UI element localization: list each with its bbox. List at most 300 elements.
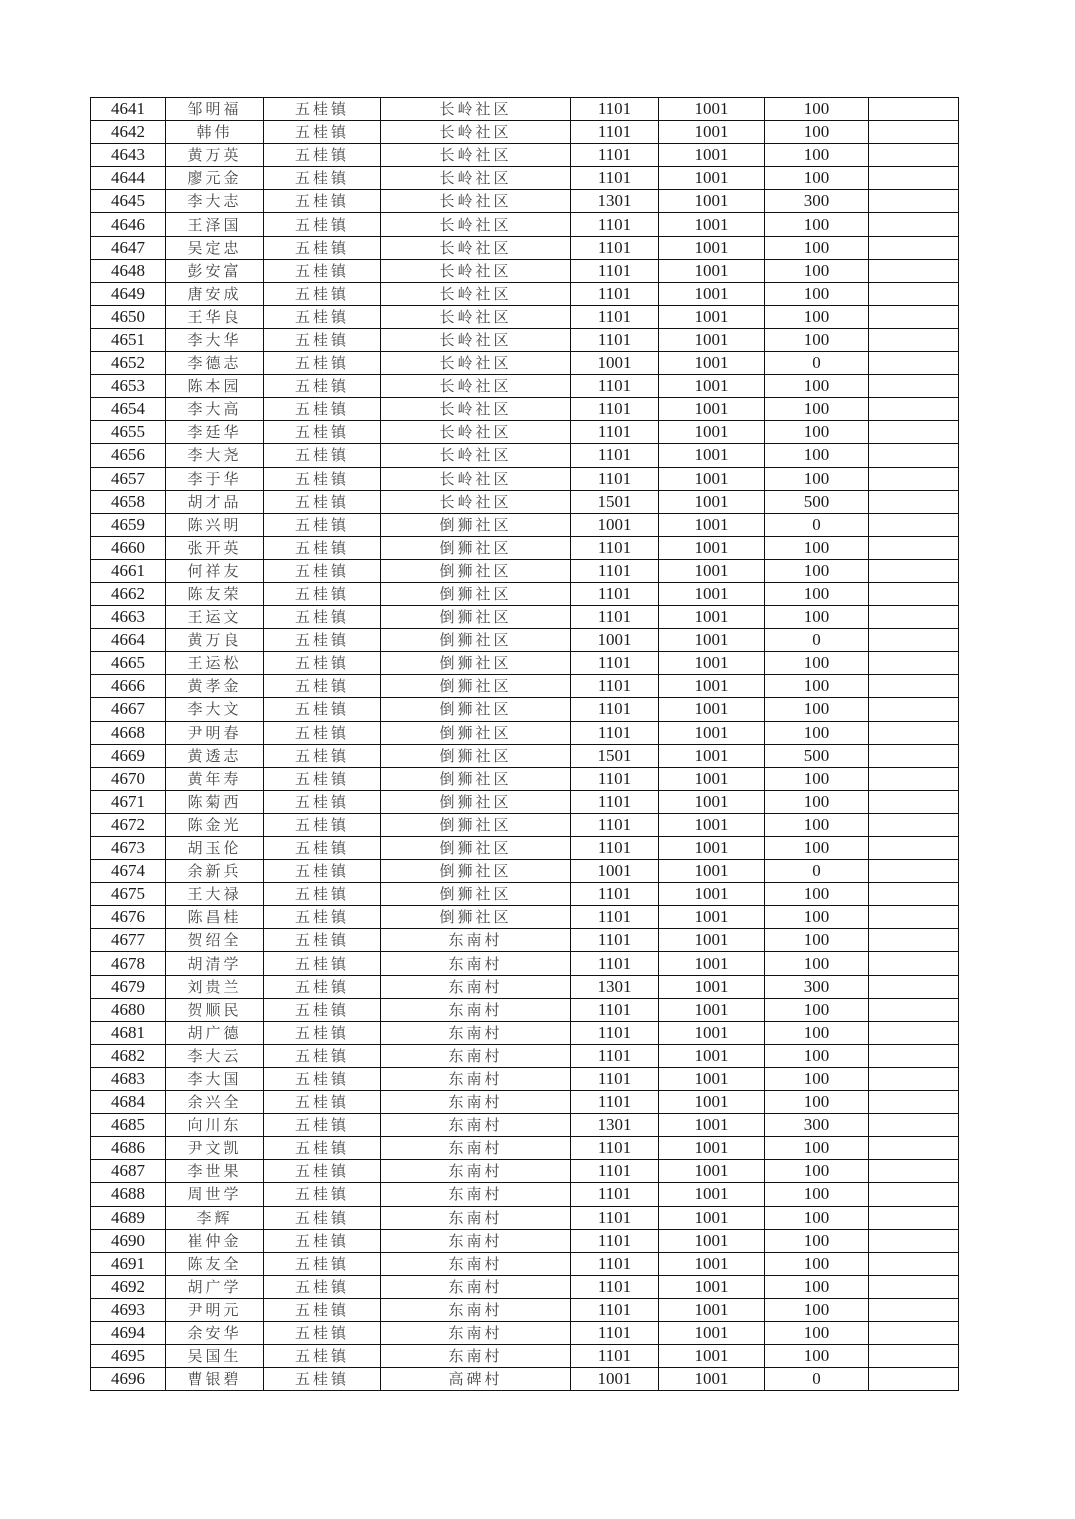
- cell-code-b: 1001: [659, 398, 765, 421]
- table-row: [91, 582, 959, 605]
- cell-code-b: 1001: [659, 1321, 765, 1344]
- cell-note: [869, 352, 959, 375]
- cell-code-a: 1101: [571, 767, 659, 790]
- cell-code-b: 1001: [659, 582, 765, 605]
- cell-town: 五桂镇: [264, 352, 381, 375]
- cell-code-b: 1001: [659, 1183, 765, 1206]
- cell-community: 倒狮社区: [381, 606, 571, 629]
- cell-id: 4677: [91, 929, 166, 952]
- cell-amount: 0: [765, 1368, 869, 1391]
- cell-name: 陈菊西: [166, 790, 264, 813]
- cell-community: 倒狮社区: [381, 513, 571, 536]
- cell-note: [869, 698, 959, 721]
- cell-amount: 500: [765, 744, 869, 767]
- cell-amount: 100: [765, 1183, 869, 1206]
- cell-community: 倒狮社区: [381, 767, 571, 790]
- table-row: [91, 352, 959, 375]
- cell-code-b: 1001: [659, 513, 765, 536]
- cell-amount: 100: [765, 1229, 869, 1252]
- cell-name: 尹明元: [166, 1298, 264, 1321]
- cell-amount: 100: [765, 698, 869, 721]
- cell-name: 李于华: [166, 467, 264, 490]
- cell-code-a: 1101: [571, 375, 659, 398]
- cell-name: 黄孝金: [166, 675, 264, 698]
- cell-id: 4653: [91, 375, 166, 398]
- cell-id: 4687: [91, 1160, 166, 1183]
- cell-code-a: 1101: [571, 1252, 659, 1275]
- cell-code-a: 1101: [571, 167, 659, 190]
- cell-name: 吴定忠: [166, 236, 264, 259]
- cell-note: [869, 606, 959, 629]
- cell-code-b: 1001: [659, 1137, 765, 1160]
- cell-code-b: 1001: [659, 975, 765, 998]
- cell-name: 贺顺民: [166, 998, 264, 1021]
- cell-id: 4647: [91, 236, 166, 259]
- cell-town: 五桂镇: [264, 467, 381, 490]
- cell-amount: 300: [765, 190, 869, 213]
- table-row: [91, 952, 959, 975]
- cell-note: [869, 513, 959, 536]
- cell-code-b: 1001: [659, 790, 765, 813]
- cell-note: [869, 1345, 959, 1368]
- cell-community: 东南村: [381, 975, 571, 998]
- cell-town: 五桂镇: [264, 375, 381, 398]
- cell-code-a: 1101: [571, 1275, 659, 1298]
- cell-code-a: 1001: [571, 352, 659, 375]
- table-row: [91, 906, 959, 929]
- cell-name: 尹明春: [166, 721, 264, 744]
- cell-town: 五桂镇: [264, 190, 381, 213]
- cell-name: 何祥友: [166, 559, 264, 582]
- table-row: [91, 698, 959, 721]
- cell-code-a: 1101: [571, 906, 659, 929]
- cell-note: [869, 629, 959, 652]
- table-row: [91, 421, 959, 444]
- cell-note: [869, 1252, 959, 1275]
- cell-town: 五桂镇: [264, 1345, 381, 1368]
- cell-name: 胡广德: [166, 1021, 264, 1044]
- cell-name: 崔仲金: [166, 1229, 264, 1252]
- table-row: [91, 1368, 959, 1391]
- cell-name: 李大华: [166, 328, 264, 351]
- cell-id: 4686: [91, 1137, 166, 1160]
- cell-code-a: 1101: [571, 952, 659, 975]
- cell-community: 长岭社区: [381, 375, 571, 398]
- cell-code-b: 1001: [659, 559, 765, 582]
- cell-community: 东南村: [381, 998, 571, 1021]
- cell-town: 五桂镇: [264, 536, 381, 559]
- cell-amount: 100: [765, 1298, 869, 1321]
- cell-id: 4664: [91, 629, 166, 652]
- cell-community: 东南村: [381, 1229, 571, 1252]
- cell-code-a: 1001: [571, 513, 659, 536]
- cell-community: 长岭社区: [381, 98, 571, 121]
- cell-name: 陈友全: [166, 1252, 264, 1275]
- cell-code-b: 1001: [659, 1368, 765, 1391]
- table-row: [91, 1114, 959, 1137]
- table-row: [91, 721, 959, 744]
- cell-id: 4680: [91, 998, 166, 1021]
- cell-name: 陈金光: [166, 813, 264, 836]
- cell-town: 五桂镇: [264, 259, 381, 282]
- cell-id: 4669: [91, 744, 166, 767]
- cell-town: 五桂镇: [264, 98, 381, 121]
- cell-amount: 100: [765, 421, 869, 444]
- cell-amount: 100: [765, 675, 869, 698]
- cell-note: [869, 1044, 959, 1067]
- cell-note: [869, 1368, 959, 1391]
- cell-id: 4695: [91, 1345, 166, 1368]
- cell-town: 五桂镇: [264, 490, 381, 513]
- cell-town: 五桂镇: [264, 305, 381, 328]
- cell-code-a: 1101: [571, 121, 659, 144]
- cell-note: [869, 652, 959, 675]
- cell-code-a: 1101: [571, 467, 659, 490]
- cell-community: 长岭社区: [381, 213, 571, 236]
- cell-id: 4696: [91, 1368, 166, 1391]
- cell-code-a: 1101: [571, 1137, 659, 1160]
- cell-community: 东南村: [381, 1252, 571, 1275]
- cell-community: 倒狮社区: [381, 883, 571, 906]
- cell-code-a: 1101: [571, 144, 659, 167]
- cell-amount: 100: [765, 813, 869, 836]
- cell-id: 4682: [91, 1044, 166, 1067]
- cell-code-a: 1101: [571, 1321, 659, 1344]
- table-row: [91, 190, 959, 213]
- cell-community: 东南村: [381, 1298, 571, 1321]
- table-row: [91, 328, 959, 351]
- cell-code-b: 1001: [659, 998, 765, 1021]
- cell-amount: 100: [765, 144, 869, 167]
- cell-code-b: 1001: [659, 721, 765, 744]
- cell-code-b: 1001: [659, 860, 765, 883]
- cell-code-a: 1101: [571, 606, 659, 629]
- cell-code-a: 1101: [571, 1229, 659, 1252]
- cell-code-a: 1001: [571, 860, 659, 883]
- cell-id: 4693: [91, 1298, 166, 1321]
- cell-town: 五桂镇: [264, 444, 381, 467]
- cell-name: 胡广学: [166, 1275, 264, 1298]
- cell-name: 唐安成: [166, 282, 264, 305]
- cell-code-b: 1001: [659, 1345, 765, 1368]
- table-row: [91, 975, 959, 998]
- cell-code-b: 1001: [659, 236, 765, 259]
- cell-code-b: 1001: [659, 467, 765, 490]
- cell-community: 东南村: [381, 929, 571, 952]
- cell-id: 4676: [91, 906, 166, 929]
- cell-note: [869, 421, 959, 444]
- cell-town: 五桂镇: [264, 652, 381, 675]
- cell-id: 4685: [91, 1114, 166, 1137]
- cell-note: [869, 1021, 959, 1044]
- cell-code-a: 1101: [571, 790, 659, 813]
- cell-code-a: 1101: [571, 837, 659, 860]
- table-row: [91, 1275, 959, 1298]
- cell-community: 长岭社区: [381, 144, 571, 167]
- cell-amount: 0: [765, 513, 869, 536]
- cell-code-b: 1001: [659, 629, 765, 652]
- cell-code-a: 1101: [571, 582, 659, 605]
- cell-amount: 100: [765, 952, 869, 975]
- cell-id: 4658: [91, 490, 166, 513]
- cell-note: [869, 98, 959, 121]
- cell-community: 长岭社区: [381, 190, 571, 213]
- cell-community: 东南村: [381, 1044, 571, 1067]
- table-row: [91, 790, 959, 813]
- cell-name: 余安华: [166, 1321, 264, 1344]
- cell-code-a: 1101: [571, 559, 659, 582]
- cell-community: 东南村: [381, 1345, 571, 1368]
- table-row: [91, 236, 959, 259]
- cell-community: 长岭社区: [381, 490, 571, 513]
- cell-town: 五桂镇: [264, 282, 381, 305]
- cell-town: 五桂镇: [264, 813, 381, 836]
- table-row: [91, 490, 959, 513]
- cell-name: 胡清学: [166, 952, 264, 975]
- cell-amount: 100: [765, 213, 869, 236]
- cell-code-a: 1101: [571, 1067, 659, 1090]
- cell-id: 4657: [91, 467, 166, 490]
- cell-town: 五桂镇: [264, 328, 381, 351]
- cell-code-a: 1101: [571, 398, 659, 421]
- cell-note: [869, 305, 959, 328]
- cell-name: 廖元金: [166, 167, 264, 190]
- table-row: [91, 144, 959, 167]
- cell-note: [869, 490, 959, 513]
- cell-town: 五桂镇: [264, 1275, 381, 1298]
- cell-code-b: 1001: [659, 767, 765, 790]
- cell-town: 五桂镇: [264, 167, 381, 190]
- cell-note: [869, 1275, 959, 1298]
- cell-note: [869, 467, 959, 490]
- cell-id: 4655: [91, 421, 166, 444]
- cell-note: [869, 328, 959, 351]
- cell-code-b: 1001: [659, 305, 765, 328]
- cell-name: 李大尧: [166, 444, 264, 467]
- cell-id: 4681: [91, 1021, 166, 1044]
- cell-note: [869, 190, 959, 213]
- cell-town: 五桂镇: [264, 1229, 381, 1252]
- cell-id: 4665: [91, 652, 166, 675]
- cell-community: 东南村: [381, 1114, 571, 1137]
- cell-amount: 100: [765, 236, 869, 259]
- cell-amount: 100: [765, 305, 869, 328]
- cell-code-b: 1001: [659, 837, 765, 860]
- cell-code-a: 1101: [571, 305, 659, 328]
- cell-town: 五桂镇: [264, 906, 381, 929]
- table-row: [91, 167, 959, 190]
- table-row: [91, 1137, 959, 1160]
- cell-community: 倒狮社区: [381, 790, 571, 813]
- cell-amount: 100: [765, 582, 869, 605]
- cell-town: 五桂镇: [264, 1137, 381, 1160]
- cell-town: 五桂镇: [264, 582, 381, 605]
- table-row: [91, 1021, 959, 1044]
- cell-id: 4659: [91, 513, 166, 536]
- cell-community: 长岭社区: [381, 444, 571, 467]
- table-row: [91, 1345, 959, 1368]
- cell-id: 4641: [91, 98, 166, 121]
- cell-community: 倒狮社区: [381, 860, 571, 883]
- cell-community: 倒狮社区: [381, 813, 571, 836]
- table-row: [91, 513, 959, 536]
- table-row: [91, 883, 959, 906]
- cell-community: 东南村: [381, 1137, 571, 1160]
- cell-id: 4694: [91, 1321, 166, 1344]
- cell-community: 东南村: [381, 1275, 571, 1298]
- cell-note: [869, 1183, 959, 1206]
- cell-community: 东南村: [381, 1321, 571, 1344]
- cell-id: 4673: [91, 837, 166, 860]
- cell-amount: 100: [765, 328, 869, 351]
- cell-note: [869, 883, 959, 906]
- cell-name: 王大禄: [166, 883, 264, 906]
- cell-community: 倒狮社区: [381, 629, 571, 652]
- cell-code-b: 1001: [659, 883, 765, 906]
- cell-name: 李德志: [166, 352, 264, 375]
- cell-code-a: 1101: [571, 1021, 659, 1044]
- cell-town: 五桂镇: [264, 860, 381, 883]
- cell-town: 五桂镇: [264, 767, 381, 790]
- cell-town: 五桂镇: [264, 421, 381, 444]
- cell-community: 东南村: [381, 1091, 571, 1114]
- table-row: [91, 121, 959, 144]
- cell-id: 4672: [91, 813, 166, 836]
- cell-town: 五桂镇: [264, 998, 381, 1021]
- cell-town: 五桂镇: [264, 837, 381, 860]
- cell-community: 东南村: [381, 1067, 571, 1090]
- table-body: [91, 98, 959, 1391]
- cell-code-a: 1301: [571, 1114, 659, 1137]
- cell-name: 余新兵: [166, 860, 264, 883]
- cell-note: [869, 1091, 959, 1114]
- cell-amount: 100: [765, 259, 869, 282]
- cell-id: 4679: [91, 975, 166, 998]
- cell-code-a: 1301: [571, 975, 659, 998]
- cell-town: 五桂镇: [264, 213, 381, 236]
- cell-amount: 100: [765, 1252, 869, 1275]
- cell-id: 4690: [91, 1229, 166, 1252]
- cell-note: [869, 952, 959, 975]
- cell-id: 4649: [91, 282, 166, 305]
- cell-town: 五桂镇: [264, 1067, 381, 1090]
- table-row: [91, 1206, 959, 1229]
- cell-code-b: 1001: [659, 536, 765, 559]
- cell-community: 长岭社区: [381, 282, 571, 305]
- cell-town: 五桂镇: [264, 1252, 381, 1275]
- cell-code-a: 1101: [571, 282, 659, 305]
- cell-code-a: 1001: [571, 629, 659, 652]
- cell-name: 尹文凯: [166, 1137, 264, 1160]
- cell-amount: 300: [765, 975, 869, 998]
- document-page: [90, 97, 959, 1391]
- cell-id: 4650: [91, 305, 166, 328]
- table-row: [91, 929, 959, 952]
- cell-id: 4652: [91, 352, 166, 375]
- cell-code-b: 1001: [659, 1298, 765, 1321]
- cell-code-b: 1001: [659, 98, 765, 121]
- cell-id: 4645: [91, 190, 166, 213]
- cell-amount: 100: [765, 1137, 869, 1160]
- cell-community: 倒狮社区: [381, 721, 571, 744]
- cell-id: 4646: [91, 213, 166, 236]
- cell-code-b: 1001: [659, 606, 765, 629]
- cell-name: 黄年寿: [166, 767, 264, 790]
- cell-note: [869, 144, 959, 167]
- cell-amount: 0: [765, 352, 869, 375]
- cell-id: 4666: [91, 675, 166, 698]
- cell-community: 长岭社区: [381, 421, 571, 444]
- cell-code-a: 1101: [571, 1044, 659, 1067]
- table-row: [91, 375, 959, 398]
- cell-code-a: 1101: [571, 536, 659, 559]
- cell-community: 东南村: [381, 1183, 571, 1206]
- cell-id: 4667: [91, 698, 166, 721]
- table-row: [91, 652, 959, 675]
- table-row: [91, 559, 959, 582]
- cell-note: [869, 1137, 959, 1160]
- cell-name: 吴国生: [166, 1345, 264, 1368]
- cell-id: 4642: [91, 121, 166, 144]
- cell-name: 曹银碧: [166, 1368, 264, 1391]
- cell-code-b: 1001: [659, 952, 765, 975]
- cell-community: 东南村: [381, 1160, 571, 1183]
- cell-note: [869, 121, 959, 144]
- cell-amount: 100: [765, 167, 869, 190]
- table-row: [91, 467, 959, 490]
- cell-id: 4683: [91, 1067, 166, 1090]
- cell-code-b: 1001: [659, 190, 765, 213]
- cell-town: 五桂镇: [264, 1368, 381, 1391]
- cell-community: 长岭社区: [381, 167, 571, 190]
- cell-community: 东南村: [381, 1021, 571, 1044]
- cell-community: 倒狮社区: [381, 582, 571, 605]
- cell-note: [869, 559, 959, 582]
- cell-id: 4684: [91, 1091, 166, 1114]
- table-row: [91, 398, 959, 421]
- cell-name: 黄万良: [166, 629, 264, 652]
- cell-amount: 100: [765, 929, 869, 952]
- cell-name: 向川东: [166, 1114, 264, 1137]
- cell-town: 五桂镇: [264, 1206, 381, 1229]
- cell-code-a: 1101: [571, 236, 659, 259]
- cell-town: 五桂镇: [264, 744, 381, 767]
- cell-note: [869, 1160, 959, 1183]
- cell-code-a: 1501: [571, 744, 659, 767]
- cell-name: 李大国: [166, 1067, 264, 1090]
- cell-amount: 300: [765, 1114, 869, 1137]
- cell-amount: 100: [765, 1021, 869, 1044]
- cell-code-a: 1101: [571, 259, 659, 282]
- cell-id: 4670: [91, 767, 166, 790]
- data-table: [90, 97, 959, 1391]
- cell-amount: 500: [765, 490, 869, 513]
- cell-name: 李大云: [166, 1044, 264, 1067]
- cell-amount: 100: [765, 1160, 869, 1183]
- cell-town: 五桂镇: [264, 883, 381, 906]
- cell-note: [869, 790, 959, 813]
- cell-town: 五桂镇: [264, 1044, 381, 1067]
- cell-amount: 100: [765, 652, 869, 675]
- cell-amount: 100: [765, 121, 869, 144]
- cell-name: 李辉: [166, 1206, 264, 1229]
- cell-amount: 100: [765, 282, 869, 305]
- cell-code-b: 1001: [659, 352, 765, 375]
- cell-amount: 100: [765, 767, 869, 790]
- cell-amount: 100: [765, 1345, 869, 1368]
- cell-name: 陈友荣: [166, 582, 264, 605]
- cell-amount: 100: [765, 1044, 869, 1067]
